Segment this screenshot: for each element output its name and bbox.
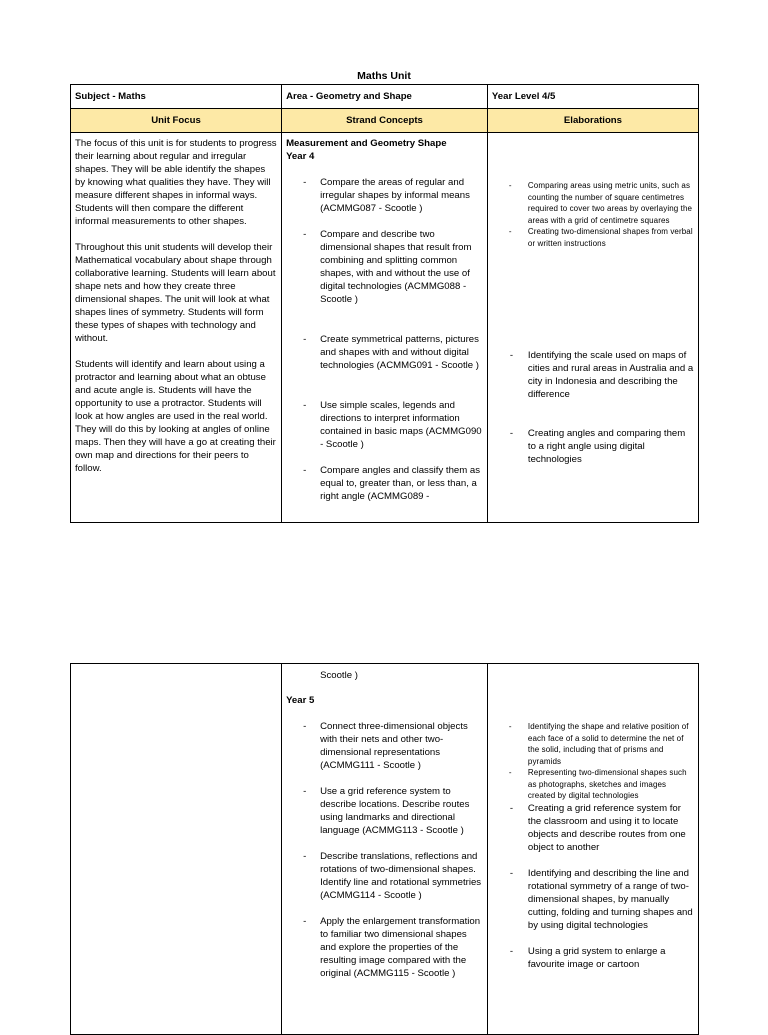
list-item: - Identifying the scale used on maps of cities and rural areas in Australia and a city in Indonesia and describing the difference [492,349,694,401]
strand-concepts-header: Strand Concepts [282,109,488,133]
list-item: - Comparing areas using metric units, such as counting the number of square centimetres required to cover two areas by overlaying the areas with a grid of centimetre squares [492,180,694,226]
area-cell: Area - Geometry and Shape [282,85,488,109]
elaborations-list [492,180,694,249]
list-item: - Creating two-dimensional shapes from verbal or written instructions [492,226,694,249]
unit-table-page-2 [70,663,699,1035]
column-header-row [71,109,699,133]
year-level-cell: Year Level 4/5 [487,85,698,109]
unit-focus-header: Unit Focus [71,109,282,133]
continued-text: Scootle ) [320,670,358,681]
unit-focus-cell [71,664,282,1035]
list-item: - Describe translations, reflections and rotations of two-dimensional shapes. Identify line and rotational symmetries (ACMMG114 - Scootle ) [286,850,483,902]
unit-focus-paragraph: The focus of this unit is for students to progress their learning about regular and irregular shapes. They will be able identify the shapes by knowing what qualities they have. They will measure different shapes in informal ways. Students will then compare the different informal measurements to other shapes. [75,138,277,227]
list-item: - Compare the areas of regular and irregular shapes by informal means (ACMMG087 - Scootle ) [286,176,483,215]
list-item: - Identifying and describing the line and rotational symmetry of a range of two-dimensional shapes, by manually cutting, folding and turning shapes and by using digital technologies [492,867,694,932]
list-item: - Create symmetrical patterns, pictures and shapes with and without digital technologies (ACMMG091 - Scootle ) [286,333,483,372]
list-item: - Compare and describe two dimensional shapes that result from combining and splitting common shapes, with and without the use of digital technologies (ACMMG088 - Scootle ) [286,228,483,306]
elaborations-cell [487,664,698,1035]
list-item: - Representing two-dimensional shapes such as photographs, sketches and images created by digital technologies [492,767,694,802]
year-4-label: Year 4 [286,151,315,162]
subject-cell: Subject - Maths [71,85,282,109]
year-5-list [286,720,483,980]
document-title: Maths Unit [357,70,411,82]
content-row [71,133,699,523]
list-item: - Using a grid system to enlarge a favourite image or cartoon [492,945,694,971]
elaborations-cell [487,133,698,523]
elaborations-list [492,349,694,466]
elaborations-header: Elaborations [487,109,698,133]
list-item: - Creating angles and comparing them to a right angle using digital technologies [492,427,694,466]
list-item: - Use a grid reference system to describe locations. Describe routes using landmarks and directional language (ACMMG113 - Scootle ) [286,785,483,837]
list-item: - Use simple scales, legends and directions to interpret information contained in basic maps (ACMMG090 - Scootle ) [286,399,483,451]
unit-focus-paragraph: Students will identify and learn about using a protractor and learning about what an obtuse and acute angle is. Students will have the opportunity to use a protractor. Students will look at how angles are used in the real world. They will do this by looking at angles of online maps. Then they will have a go at creating their own map and directions for their peers to follow. [75,359,276,474]
year-5-label: Year 5 [286,695,315,706]
header-row [71,85,699,109]
elaborations-list [492,802,694,971]
year-4-list [286,176,483,503]
strand-heading: Measurement and Geometry Shape [286,138,447,149]
list-item: - Identifying the shape and relative position of each face of a solid to determine the net of the solid, including that of prisms and pyramids [492,721,694,767]
strand-concepts-cell [282,133,488,523]
elaborations-list [492,721,694,802]
unit-table-page-1 [70,84,699,523]
list-item: - Connect three-dimensional objects with their nets and other two-dimensional representations (ACMMG111 - Scootle ) [286,720,483,772]
strand-concepts-cell [282,664,488,1035]
unit-focus-cell [71,133,282,523]
content-row [71,664,699,1035]
list-item: - Compare angles and classify them as equal to, greater than, or less than, a right angle (ACMMG089 - [286,464,483,503]
unit-focus-paragraph: Throughout this unit students will develop their Mathematical vocabulary about shape through collaborative learning. Students will learn about shape nets and how they create three dimensional shapes. The unit will look at what shapes lines of symmetry. Students will form these types of shapes with technology and without. [75,242,276,344]
list-item: - Apply the enlargement transformation to familiar two dimensional shapes and explore the properties of the resulting image compared with the original (ACMMG115 - Scootle ) [286,915,483,980]
list-item: - Creating a grid reference system for the classroom and using it to locate objects and describe routes from one object to another [492,802,694,854]
